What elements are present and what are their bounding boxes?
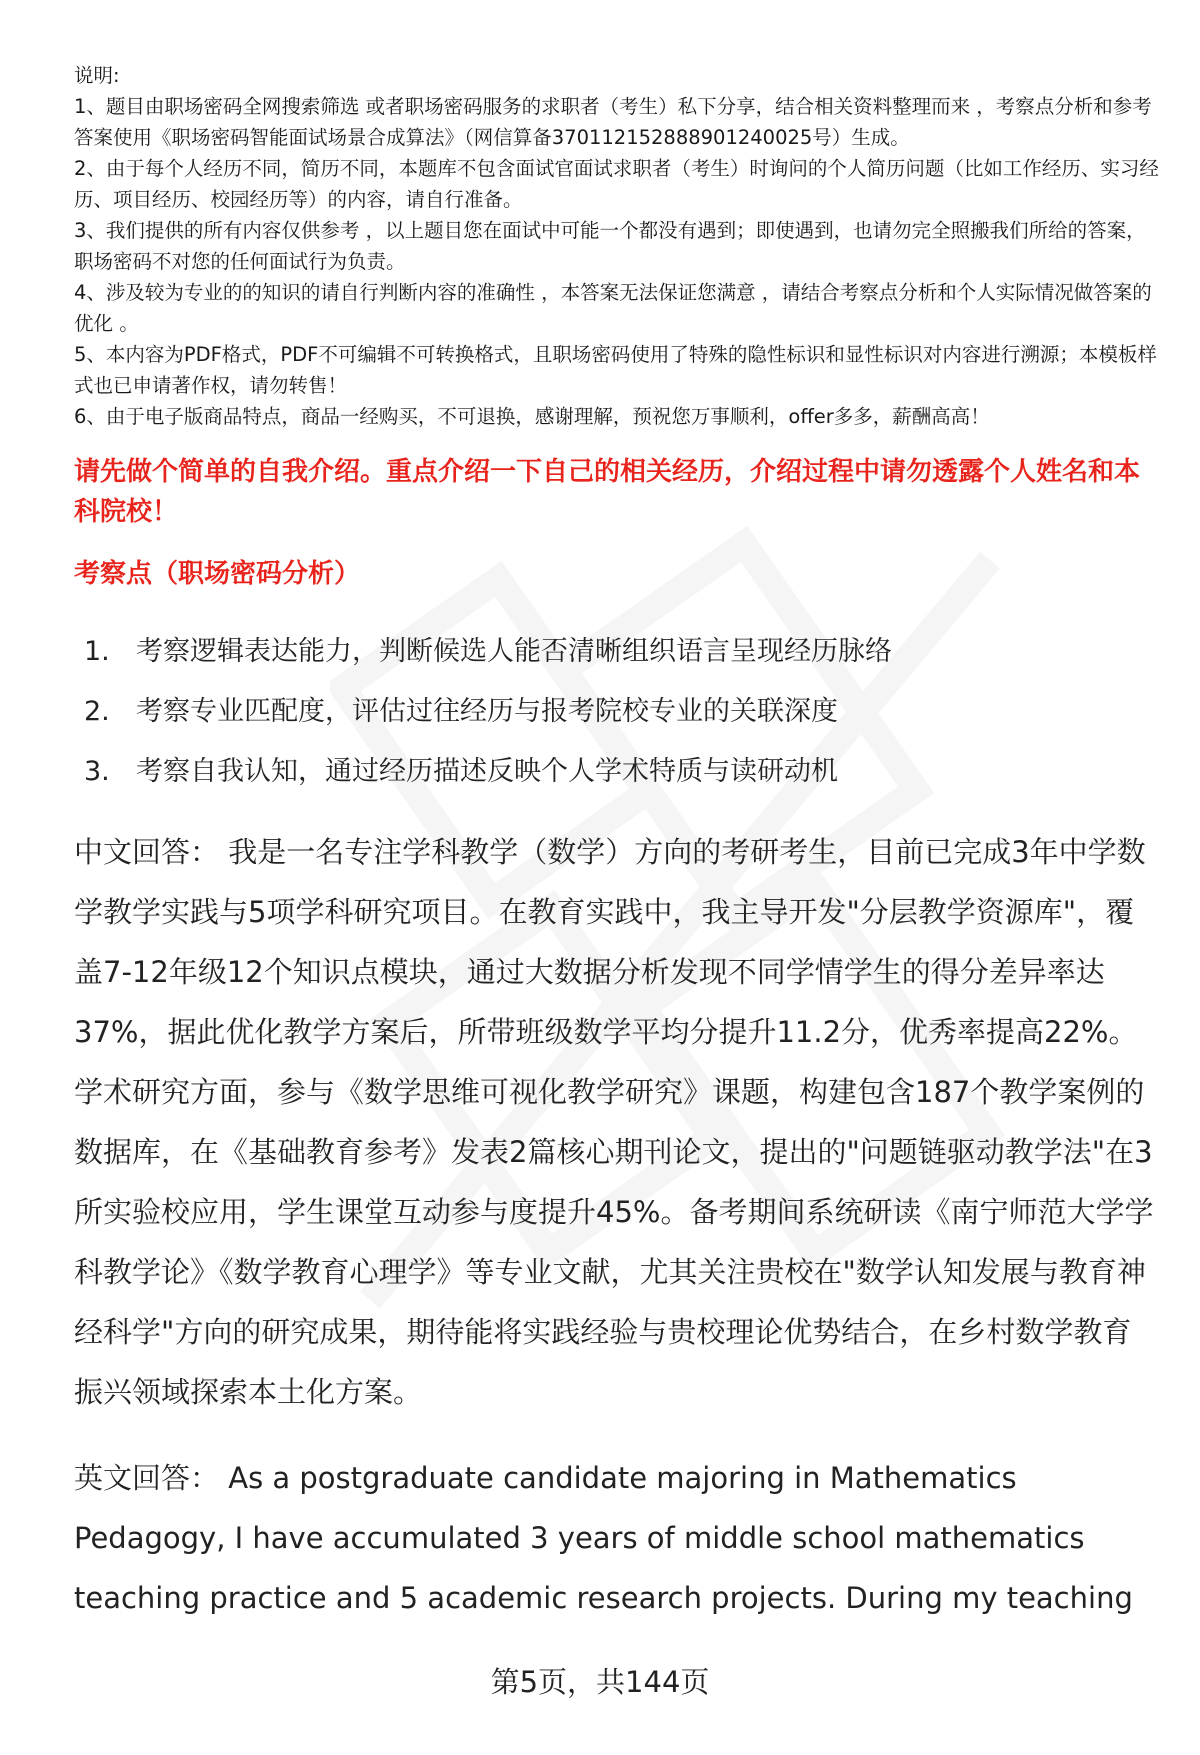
- note-item: 1、题目由职场密码全网搜索筛选 或者职场密码服务的求职者（考生）私下分享，结合相关资料整理而来 ，考察点分析和参考答案使用《职场密码智能面试场景合成算法》（网信算备370112152888901240025号）生成。: [74, 95, 1152, 149]
- answer-cn-label: 中文回答：: [74, 835, 220, 869]
- analysis-points: [74, 622, 1160, 802]
- analysis-title: 考察点（职场密码分析）: [74, 559, 361, 589]
- note-item: 3、我们提供的所有内容仅供参考 ，以上题目您在面试中可能一个都没有遇到；即使遇到，也请勿完全照搬我们所给的答案，职场密码不对您的任何面试行为负责。: [74, 219, 1146, 273]
- note-item: 2、由于每个人经历不同，简历不同，本题库不包含面试官面试求职者（考生）时询问的个人简历问题（比如工作经历、实习经历、项目经历、校园经历等）的内容，请自行准备。: [74, 157, 1159, 211]
- document-page: [74, 60, 1160, 1628]
- answer-en-text: As a postgraduate candidate majoring in Mathematics Pedagogy, I have accumulated 3 years of middle school mathematics teaching practice and 5 academic research projects. During my teaching: [74, 1461, 1133, 1615]
- point-number: 3.: [84, 756, 110, 787]
- interview-question: 请先做个简单的自我介绍。重点介绍一下自己的相关经历，介绍过程中请勿透露个人姓名和本科院校！: [74, 457, 1141, 527]
- note-item: 4、涉及较为专业的的知识的请自行判断内容的准确性 ，本答案无法保证您满意 ，请结合考察点分析和个人实际情况做答案的优化 。: [74, 281, 1152, 335]
- answer-english: [74, 1448, 1160, 1628]
- analysis-point: [74, 682, 1160, 742]
- point-number: 2.: [84, 696, 110, 727]
- disclaimer-notes: [74, 60, 1160, 432]
- answer-cn-text: 我是一名专注学科教学（数学）方向的考研考生，目前已完成3年中学数学教学实践与5项学科研究项目。在教育实践中，我主导开发"分层教学资源库"，覆盖7-12年级12个知识点模块，通过大数据分析发现不同学情学生的得分差异率达37%，据此优化教学方案后，所带班级数学平均分提升11.2分，优秀率提高22%。学术研究方面，参与《数学思维可视化教学研究》课题，构建包含187个教学案例的数据库，在《基础教育参考》发表2篇核心期刊论文，提出的"问题链驱动教学法"在3所实验校应用，学生课堂互动参与度提升45%。备考期间系统研读《南宁师范大学学科教学论》《数学教育心理学》等专业文献，尤其关注贵校在"数学认知发展与教育神经科学"方向的研究成果，期待能将实践经验与贵校理论优势结合，在乡村数学教育振兴领域探索本土化方案。: [74, 835, 1154, 1409]
- notes-heading: 说明:: [74, 64, 120, 87]
- answer-chinese: [74, 822, 1160, 1422]
- note-item: 6、由于电子版商品特点，商品一经购买，不可退换，感谢理解，预祝您万事顺利，offer多多，薪酬高高！: [74, 405, 990, 428]
- point-text: 考察专业匹配度，评估过往经历与报考院校专业的关联深度: [136, 696, 838, 727]
- point-text: 考察逻辑表达能力，判断候选人能否清晰组织语言呈现经历脉络: [136, 636, 892, 667]
- page-number: 第5页，共144页: [490, 1665, 710, 1699]
- analysis-point: [74, 742, 1160, 802]
- answer-en-label: 英文回答：: [74, 1461, 220, 1495]
- note-item: 5、本内容为PDF格式，PDF不可编辑不可转换格式，且职场密码使用了特殊的隐性标识和显性标识对内容进行溯源；本模板样式也已申请著作权，请勿转售！: [74, 343, 1157, 397]
- point-number: 1.: [84, 636, 110, 667]
- point-text: 考察自我认知，通过经历描述反映个人学术特质与读研动机: [136, 756, 838, 787]
- analysis-point: [74, 622, 1160, 682]
